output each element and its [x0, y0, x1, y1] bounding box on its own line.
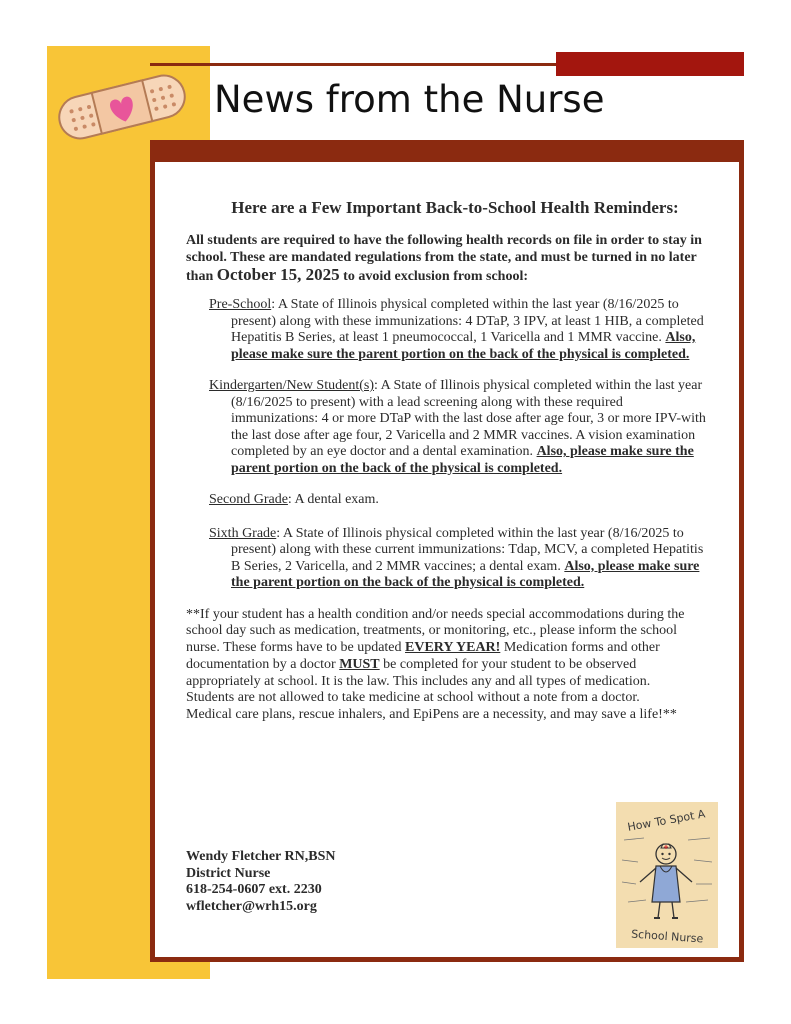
special-text-2: Medication forms and other documentation by a doctor [186, 640, 660, 672]
signature-name: Wendy Fletcher RN,BSN [186, 849, 336, 864]
school-nurse-illustration [616, 802, 718, 948]
header-accent-block [556, 52, 744, 76]
illustration-top-text: How To Spot A [626, 807, 707, 834]
intro-suffix: to avoid exclusion from school: [343, 269, 529, 284]
special-text-3: be completed for your student to be observed appropriately at school. It is the law. This includes any and all types of medication. Students are not allowed to take medicine at school without a note from a doctor. Medical care plans, rescue inhalers, and EpiPens are a necessity, and may save a life!** [186, 656, 677, 723]
requirement-kindergarten [209, 378, 706, 477]
every-year-emphasis: EVERY YEAR! [405, 640, 501, 656]
requirement-second-grade [209, 492, 706, 509]
requirement-note: Also, please make sure the parent portion on the back of the physical is completed. [231, 558, 700, 590]
special-needs-paragraph [186, 607, 686, 725]
requirement-text: : A dental exam. [287, 492, 379, 507]
intro-text: All students are required to have the following health records on file in order to stay in school. These are mandated regulations from the state, and must be turned in no later than [186, 233, 702, 284]
requirement-label: Second Grade [209, 492, 288, 507]
intro-paragraph [186, 232, 706, 285]
requirement-label: Sixth Grade [209, 525, 277, 541]
page-title: News from the Nurse [214, 78, 605, 121]
signature-block [186, 849, 335, 915]
requirement-preschool [209, 297, 706, 363]
signature-phone: 618-254-0607 ext. 2230 [186, 882, 322, 897]
requirement-text: : A State of Illinois physical completed within the last year (8/16/2025 to present) along with these current immunizations: Tdap, MCV, a completed Hepatitis B Series, 2 Varicella, and 2 MMR vaccines; a dental exam. [231, 525, 704, 574]
main-content [186, 198, 706, 724]
requirement-label: Pre-School [209, 297, 272, 312]
requirement-note: Also, please make sure the parent portion on the back of the physical is completed. [231, 330, 696, 362]
deadline-date: October 15, 2025 [216, 265, 340, 284]
signature-role: District Nurse [186, 865, 271, 881]
signature-email: wfletcher@wrh15.org [186, 898, 317, 914]
requirement-text: : A State of Illinois physical completed within the last year (8/16/2025 to present) with a lead screening along with these required immunizations: 4 or more DTaP with the last dose after age four, 3 or more IPV-with the last dose after age four, 2 Varicella and 2 MMR vaccines. A vision examination completed by an eye doctor and a dental examination. [231, 378, 706, 459]
requirement-text: : A State of Illinois physical completed within the last year (8/16/2025 to present) along with these immunizations: 4 DTaP, 3 IPV, at least 1 HIB, a completed Hepatitis B Series, at least 1 pneumococcal, 1 Varicella and 1 MMR vaccine. [231, 297, 704, 345]
must-emphasis: MUST [339, 656, 380, 672]
illustration-bottom-text: School Nurse [630, 927, 704, 946]
reminders-heading: Here are a Few Important Back-to-School Health Reminders: [231, 198, 679, 217]
requirement-label: Kindergarten/New Student(s) [209, 378, 374, 393]
requirement-note: Also, please make sure the parent portion on the back of the physical is completed. [231, 444, 694, 476]
bandage-heart-icon [52, 68, 192, 146]
special-text-1: **If your student has a health condition and/or needs special accommodations during the school day such as medication, treatments, or monitoring, etc., please inform the school nurse. These forms have to be updated [186, 606, 685, 656]
requirement-sixth-grade [209, 526, 706, 592]
